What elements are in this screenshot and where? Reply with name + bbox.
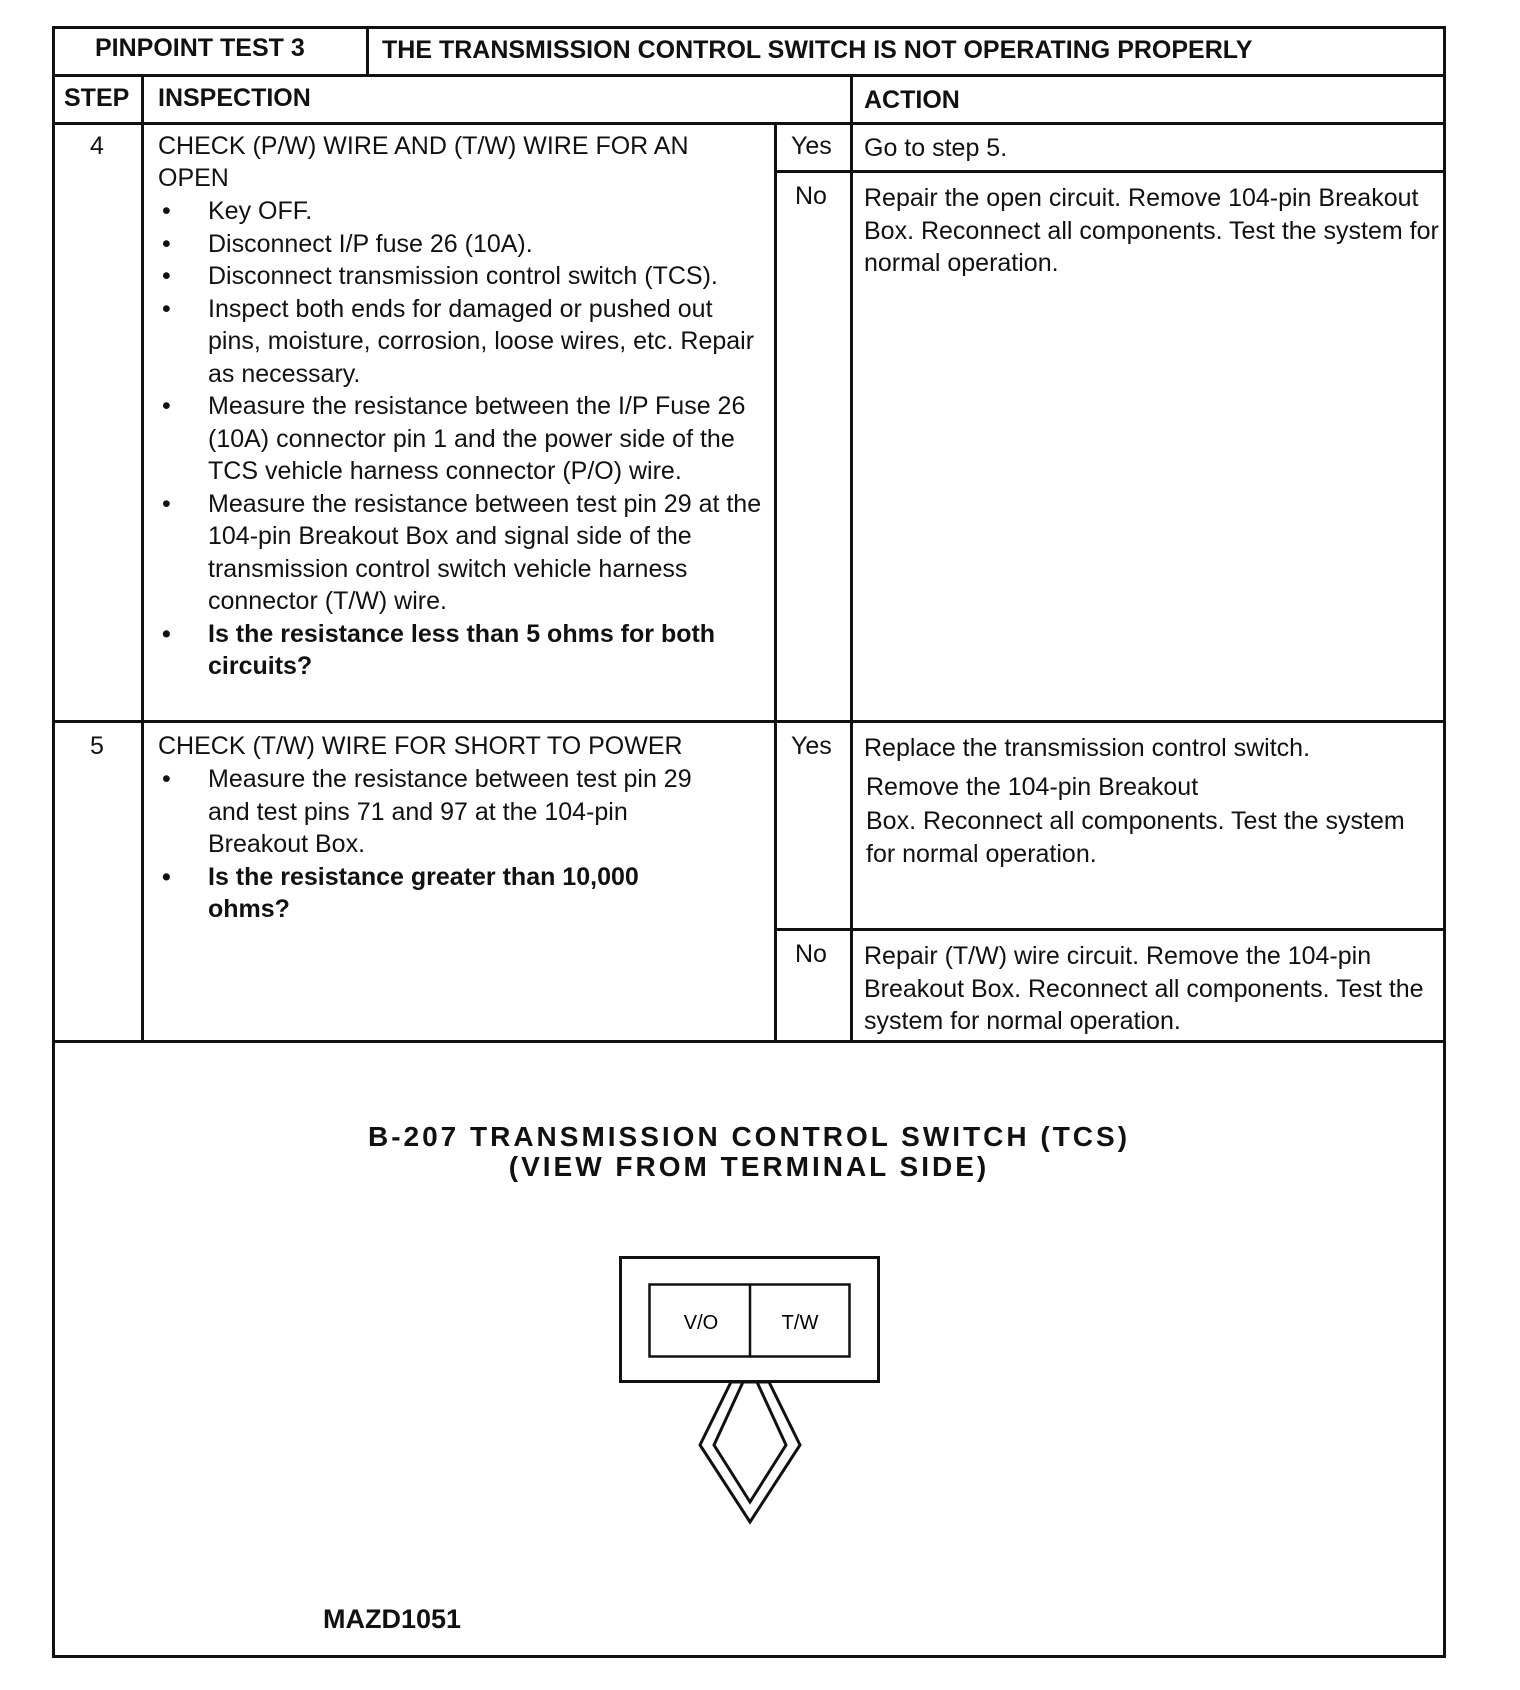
step4-no-action: Repair the open circuit. Remove 104-pin Breakout Box. Reconnect all components. Test the system for normal operation.	[864, 184, 1439, 277]
step5-number: 5	[90, 732, 104, 760]
list-item: • Inspect both ends for damaged or pushed out pins, moisture, corrosion, loose wires, etc. Repair as necessary.	[158, 293, 770, 391]
step4-no-label: No	[795, 182, 827, 210]
pin-label-tw: T/W	[781, 1312, 819, 1334]
step5-yes-label: Yes	[791, 732, 832, 760]
step4-heading-line2: OPEN	[158, 164, 229, 192]
step4-yes-action: Go to step 5.	[864, 134, 1008, 162]
action-column-header: ACTION	[864, 86, 960, 114]
list-item: • Disconnect transmission control switch (TCS).	[158, 260, 770, 293]
step-divider	[52, 720, 1446, 723]
list-item: • Is the resistance greater than 10,000 ohms?	[158, 861, 718, 926]
step4-inspection-list	[158, 195, 770, 683]
table-bottom-divider	[52, 1040, 1446, 1043]
step-column-border	[141, 74, 144, 1042]
connector-diagram	[600, 1240, 900, 1530]
test-title: THE TRANSMISSION CONTROL SWITCH IS NOT OPERATING PROPERLY	[382, 36, 1253, 64]
diagram-title-line2: (VIEW FROM TERMINAL SIDE)	[508, 1151, 990, 1182]
list-item: • Measure the resistance between the I/P Fuse 26 (10A) connector pin 1 and the power side of the TCS vehicle harness connector (P/O) wire.	[158, 390, 770, 488]
list-item: • Is the resistance less than 5 ohms for both circuits?	[158, 618, 770, 683]
result-column-border	[774, 122, 777, 1042]
step5-inspection-list	[158, 763, 718, 926]
figure-code: MAZD1051	[323, 1604, 462, 1634]
list-item: • Measure the resistance between test pin 29 at the 104-pin Breakout Box and signal side of the transmission control switch vehicle harness connector (T/W) wire.	[158, 488, 770, 618]
action-column-border	[850, 74, 853, 1042]
list-item: • Measure the resistance between test pin 29 and test pins 71 and 97 at the 104-pin Breakout Box.	[158, 763, 718, 861]
step5-no-action: Repair (T/W) wire circuit. Remove the 104-pin Breakout Box. Reconnect all components. Test the system for normal operation.	[864, 942, 1424, 1035]
step4-yes-label: Yes	[791, 132, 832, 160]
step4-yes-divider	[774, 170, 1446, 173]
step5-yes-action-rest: Box. Reconnect all components. Test the system for normal operation.	[866, 807, 1405, 868]
step5-heading: CHECK (T/W) WIRE FOR SHORT TO POWER	[158, 732, 683, 760]
column-header-divider	[52, 122, 1446, 125]
header-divider	[52, 74, 1446, 77]
step4-number: 4	[90, 132, 104, 160]
header-split	[366, 26, 369, 76]
list-item: • Disconnect I/P fuse 26 (10A).	[158, 228, 770, 261]
step4-heading-line1: CHECK (P/W) WIRE AND (T/W) WIRE FOR AN	[158, 132, 689, 160]
step-column-header: STEP	[64, 84, 130, 112]
list-item: • Key OFF.	[158, 195, 770, 228]
diagram-title-line1: B-207 TRANSMISSION CONTROL SWITCH (TCS)	[367, 1121, 1131, 1152]
step5-no-label: No	[795, 940, 827, 968]
test-label: PINPOINT TEST 3	[95, 34, 305, 62]
step5-yes-action-line2: Remove the 104-pin Breakout	[866, 773, 1199, 801]
pin-label-vo: V/O	[683, 1312, 719, 1334]
inspection-column-header: INSPECTION	[158, 84, 311, 112]
step5-yes-divider	[774, 928, 1446, 931]
step5-yes-action-line1: Replace the transmission control switch.	[864, 734, 1311, 762]
